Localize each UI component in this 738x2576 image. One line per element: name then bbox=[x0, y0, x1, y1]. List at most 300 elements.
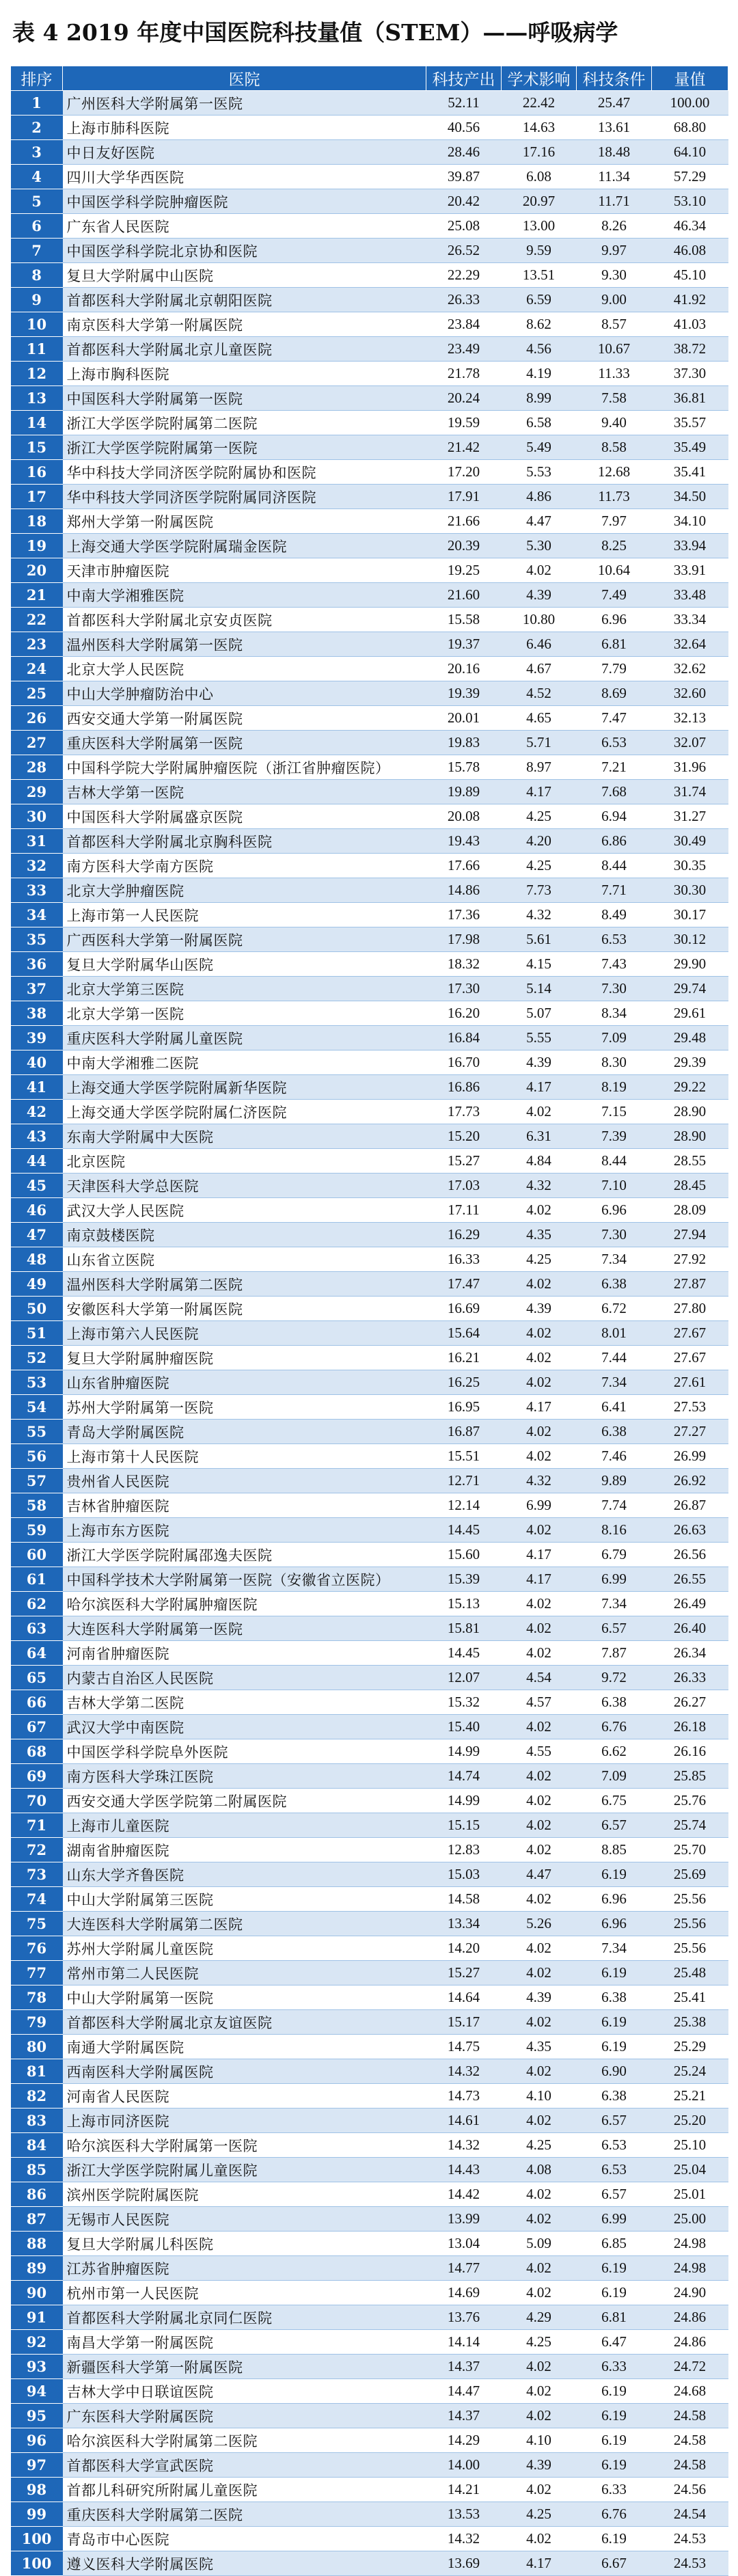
impact-cell: 4.39 bbox=[502, 1050, 577, 1075]
hospital-cell: 南方医科大学珠江医院 bbox=[63, 1764, 426, 1789]
conditions-cell: 6.38 bbox=[577, 1420, 652, 1444]
table-row bbox=[11, 1420, 728, 1444]
impact-cell: 4.65 bbox=[502, 706, 577, 731]
value-cell: 25.38 bbox=[652, 2010, 728, 2035]
impact-cell: 6.58 bbox=[502, 411, 577, 435]
hospital-cell: 广州医科大学附属第一医院 bbox=[63, 91, 426, 116]
conditions-cell: 6.76 bbox=[577, 1715, 652, 1739]
table-row bbox=[11, 1616, 728, 1641]
output-cell: 14.32 bbox=[426, 2527, 502, 2551]
value-cell: 27.92 bbox=[652, 1247, 728, 1272]
output-cell: 16.33 bbox=[426, 1247, 502, 1272]
output-cell: 12.83 bbox=[426, 1838, 502, 1862]
hospital-cell: 南昌大学第一附属医院 bbox=[63, 2330, 426, 2355]
value-cell: 33.48 bbox=[652, 583, 728, 608]
conditions-cell: 11.73 bbox=[577, 485, 652, 509]
value-cell: 35.57 bbox=[652, 411, 728, 435]
value-cell: 27.67 bbox=[652, 1346, 728, 1370]
conditions-cell: 8.49 bbox=[577, 903, 652, 927]
conditions-cell: 6.19 bbox=[577, 2404, 652, 2428]
conditions-cell: 6.38 bbox=[577, 1985, 652, 2010]
value-cell: 46.34 bbox=[652, 214, 728, 239]
value-cell: 26.55 bbox=[652, 1567, 728, 1592]
hospital-cell: 西南医科大学附属医院 bbox=[63, 2059, 426, 2084]
rank-cell: 23 bbox=[11, 632, 63, 657]
conditions-cell: 7.34 bbox=[577, 1936, 652, 1961]
output-cell: 18.32 bbox=[426, 952, 502, 977]
impact-cell: 5.53 bbox=[502, 460, 577, 485]
impact-cell: 7.73 bbox=[502, 878, 577, 903]
value-cell: 29.74 bbox=[652, 977, 728, 1001]
conditions-cell: 6.57 bbox=[577, 2182, 652, 2207]
value-cell: 30.49 bbox=[652, 829, 728, 854]
hospital-cell: 山东大学齐鲁医院 bbox=[63, 1862, 426, 1887]
output-cell: 14.32 bbox=[426, 2133, 502, 2158]
table-header-row bbox=[11, 66, 728, 91]
conditions-cell: 6.38 bbox=[577, 1690, 652, 1715]
stem-ranking-table bbox=[10, 66, 728, 2576]
impact-cell: 4.02 bbox=[502, 1272, 577, 1297]
rank-cell: 87 bbox=[11, 2207, 63, 2232]
hospital-cell: 上海交通大学医学院附属新华医院 bbox=[63, 1075, 426, 1100]
conditions-cell: 6.81 bbox=[577, 632, 652, 657]
conditions-cell: 6.96 bbox=[577, 608, 652, 632]
table-row bbox=[11, 1075, 728, 1100]
rank-cell: 88 bbox=[11, 2232, 63, 2256]
table-row bbox=[11, 337, 728, 362]
output-cell: 15.60 bbox=[426, 1543, 502, 1567]
impact-cell: 4.02 bbox=[502, 558, 577, 583]
impact-cell: 4.02 bbox=[502, 1198, 577, 1223]
output-cell: 17.03 bbox=[426, 1174, 502, 1198]
value-cell: 25.41 bbox=[652, 1985, 728, 2010]
conditions-cell: 11.34 bbox=[577, 165, 652, 189]
impact-cell: 22.42 bbox=[502, 91, 577, 116]
value-cell: 25.24 bbox=[652, 2059, 728, 2084]
value-cell: 32.60 bbox=[652, 681, 728, 706]
rank-cell: 97 bbox=[11, 2453, 63, 2478]
header-conditions: 科技条件 bbox=[577, 66, 652, 91]
impact-cell: 4.02 bbox=[502, 2010, 577, 2035]
table-row bbox=[11, 189, 728, 214]
value-cell: 34.10 bbox=[652, 509, 728, 534]
rank-cell: 74 bbox=[11, 1887, 63, 1912]
rank-cell: 16 bbox=[11, 460, 63, 485]
output-cell: 16.86 bbox=[426, 1075, 502, 1100]
impact-cell: 10.80 bbox=[502, 608, 577, 632]
conditions-cell: 6.57 bbox=[577, 1616, 652, 1641]
rank-cell: 39 bbox=[11, 1026, 63, 1050]
impact-cell: 4.02 bbox=[502, 1789, 577, 1813]
output-cell: 13.99 bbox=[426, 2207, 502, 2232]
impact-cell: 4.15 bbox=[502, 952, 577, 977]
rank-cell: 66 bbox=[11, 1690, 63, 1715]
output-cell: 14.86 bbox=[426, 878, 502, 903]
output-cell: 14.45 bbox=[426, 1518, 502, 1543]
impact-cell: 4.02 bbox=[502, 2281, 577, 2305]
rank-cell: 50 bbox=[11, 1297, 63, 1321]
conditions-cell: 6.96 bbox=[577, 1887, 652, 1912]
table-row bbox=[11, 2232, 728, 2256]
conditions-cell: 6.38 bbox=[577, 1272, 652, 1297]
rank-cell: 73 bbox=[11, 1862, 63, 1887]
conditions-cell: 7.30 bbox=[577, 977, 652, 1001]
table-row bbox=[11, 263, 728, 288]
rank-cell: 99 bbox=[11, 2502, 63, 2527]
impact-cell: 4.02 bbox=[502, 2059, 577, 2084]
table-row bbox=[11, 878, 728, 903]
table-row bbox=[11, 755, 728, 780]
impact-cell: 4.02 bbox=[502, 2256, 577, 2281]
value-cell: 38.72 bbox=[652, 337, 728, 362]
value-cell: 26.34 bbox=[652, 1641, 728, 1666]
hospital-cell: 上海市第十人民医院 bbox=[63, 1444, 426, 1469]
table-row bbox=[11, 1346, 728, 1370]
table-row bbox=[11, 1223, 728, 1247]
rank-cell: 98 bbox=[11, 2478, 63, 2502]
output-cell: 23.49 bbox=[426, 337, 502, 362]
conditions-cell: 7.49 bbox=[577, 583, 652, 608]
table-caption: 表 4 2019 年度中国医院科技量值（STEM）——呼吸病学 bbox=[12, 19, 618, 46]
table-row bbox=[11, 1050, 728, 1075]
table-row bbox=[11, 2109, 728, 2133]
rank-cell: 28 bbox=[11, 755, 63, 780]
value-cell: 29.48 bbox=[652, 1026, 728, 1050]
hospital-cell: 首都医科大学附属北京同仁医院 bbox=[63, 2305, 426, 2330]
rank-cell: 42 bbox=[11, 1100, 63, 1124]
output-cell: 16.84 bbox=[426, 1026, 502, 1050]
table-row bbox=[11, 1518, 728, 1543]
rank-cell: 51 bbox=[11, 1321, 63, 1346]
conditions-cell: 7.58 bbox=[577, 386, 652, 411]
output-cell: 14.45 bbox=[426, 1641, 502, 1666]
hospital-cell: 吉林大学第二医院 bbox=[63, 1690, 426, 1715]
output-cell: 13.34 bbox=[426, 1912, 502, 1936]
output-cell: 21.78 bbox=[426, 362, 502, 386]
table-row bbox=[11, 2502, 728, 2527]
conditions-cell: 6.19 bbox=[577, 2527, 652, 2551]
impact-cell: 4.02 bbox=[502, 1887, 577, 1912]
conditions-cell: 8.25 bbox=[577, 534, 652, 558]
output-cell: 19.59 bbox=[426, 411, 502, 435]
impact-cell: 4.39 bbox=[502, 1297, 577, 1321]
conditions-cell: 6.53 bbox=[577, 731, 652, 755]
table-row bbox=[11, 2330, 728, 2355]
impact-cell: 4.17 bbox=[502, 1395, 577, 1420]
table-row bbox=[11, 1395, 728, 1420]
output-cell: 17.66 bbox=[426, 854, 502, 878]
impact-cell: 4.52 bbox=[502, 681, 577, 706]
hospital-cell: 无锡市人民医院 bbox=[63, 2207, 426, 2232]
value-cell: 41.92 bbox=[652, 288, 728, 312]
output-cell: 15.81 bbox=[426, 1616, 502, 1641]
output-cell: 14.20 bbox=[426, 1936, 502, 1961]
value-cell: 25.76 bbox=[652, 1789, 728, 1813]
value-cell: 26.49 bbox=[652, 1592, 728, 1616]
rank-cell: 3 bbox=[11, 140, 63, 165]
value-cell: 25.85 bbox=[652, 1764, 728, 1789]
conditions-cell: 7.09 bbox=[577, 1026, 652, 1050]
impact-cell: 4.20 bbox=[502, 829, 577, 854]
conditions-cell: 6.81 bbox=[577, 2305, 652, 2330]
hospital-cell: 上海市同济医院 bbox=[63, 2109, 426, 2133]
output-cell: 20.42 bbox=[426, 189, 502, 214]
rank-cell: 43 bbox=[11, 1124, 63, 1149]
table-row bbox=[11, 731, 728, 755]
impact-cell: 4.17 bbox=[502, 1567, 577, 1592]
conditions-cell: 9.89 bbox=[577, 1469, 652, 1493]
conditions-cell: 7.44 bbox=[577, 1346, 652, 1370]
value-cell: 30.30 bbox=[652, 878, 728, 903]
impact-cell: 4.02 bbox=[502, 1444, 577, 1469]
table-row bbox=[11, 1887, 728, 1912]
impact-cell: 6.31 bbox=[502, 1124, 577, 1149]
impact-cell: 8.62 bbox=[502, 312, 577, 337]
value-cell: 24.53 bbox=[652, 2527, 728, 2551]
output-cell: 21.60 bbox=[426, 583, 502, 608]
value-cell: 36.81 bbox=[652, 386, 728, 411]
output-cell: 17.30 bbox=[426, 977, 502, 1001]
rank-cell: 29 bbox=[11, 780, 63, 804]
value-cell: 26.40 bbox=[652, 1616, 728, 1641]
impact-cell: 8.99 bbox=[502, 386, 577, 411]
hospital-cell: 四川大学华西医院 bbox=[63, 165, 426, 189]
output-cell: 12.71 bbox=[426, 1469, 502, 1493]
output-cell: 16.95 bbox=[426, 1395, 502, 1420]
value-cell: 25.04 bbox=[652, 2158, 728, 2182]
value-cell: 35.41 bbox=[652, 460, 728, 485]
impact-cell: 4.25 bbox=[502, 2330, 577, 2355]
table-row bbox=[11, 706, 728, 731]
impact-cell: 4.47 bbox=[502, 1862, 577, 1887]
output-cell: 39.87 bbox=[426, 165, 502, 189]
output-cell: 52.11 bbox=[426, 91, 502, 116]
table-row bbox=[11, 2478, 728, 2502]
hospital-cell: 吉林大学中日联谊医院 bbox=[63, 2379, 426, 2404]
table-row bbox=[11, 1174, 728, 1198]
rank-cell: 90 bbox=[11, 2281, 63, 2305]
impact-cell: 4.02 bbox=[502, 1641, 577, 1666]
value-cell: 24.98 bbox=[652, 2232, 728, 2256]
rank-cell: 30 bbox=[11, 804, 63, 829]
conditions-cell: 6.67 bbox=[577, 2551, 652, 2576]
table-row bbox=[11, 952, 728, 977]
output-cell: 15.27 bbox=[426, 1149, 502, 1174]
rank-cell: 93 bbox=[11, 2355, 63, 2379]
conditions-cell: 7.43 bbox=[577, 952, 652, 977]
table-row bbox=[11, 1001, 728, 1026]
impact-cell: 4.02 bbox=[502, 1592, 577, 1616]
output-cell: 15.51 bbox=[426, 1444, 502, 1469]
conditions-cell: 6.57 bbox=[577, 1813, 652, 1838]
output-cell: 14.43 bbox=[426, 2158, 502, 2182]
impact-cell: 5.71 bbox=[502, 731, 577, 755]
hospital-cell: 河南省人民医院 bbox=[63, 2084, 426, 2109]
value-cell: 68.80 bbox=[652, 116, 728, 140]
value-cell: 27.61 bbox=[652, 1370, 728, 1395]
conditions-cell: 7.39 bbox=[577, 1124, 652, 1149]
value-cell: 25.56 bbox=[652, 1936, 728, 1961]
hospital-cell: 南通大学附属医院 bbox=[63, 2035, 426, 2059]
output-cell: 14.69 bbox=[426, 2281, 502, 2305]
table-row bbox=[11, 362, 728, 386]
value-cell: 27.53 bbox=[652, 1395, 728, 1420]
conditions-cell: 6.19 bbox=[577, 2035, 652, 2059]
value-cell: 29.39 bbox=[652, 1050, 728, 1075]
impact-cell: 6.08 bbox=[502, 165, 577, 189]
table-row bbox=[11, 485, 728, 509]
conditions-cell: 6.41 bbox=[577, 1395, 652, 1420]
table-row bbox=[11, 312, 728, 337]
table-row bbox=[11, 1764, 728, 1789]
hospital-cell: 复旦大学附属儿科医院 bbox=[63, 2232, 426, 2256]
impact-cell: 20.97 bbox=[502, 189, 577, 214]
conditions-cell: 7.09 bbox=[577, 1764, 652, 1789]
output-cell: 14.61 bbox=[426, 2109, 502, 2133]
value-cell: 25.56 bbox=[652, 1912, 728, 1936]
output-cell: 14.99 bbox=[426, 1789, 502, 1813]
impact-cell: 4.17 bbox=[502, 2551, 577, 2576]
hospital-cell: 中国科学技术大学附属第一医院（安徽省立医院） bbox=[63, 1567, 426, 1592]
table-row bbox=[11, 1985, 728, 2010]
table-row bbox=[11, 2404, 728, 2428]
output-cell: 26.52 bbox=[426, 239, 502, 263]
conditions-cell: 12.68 bbox=[577, 460, 652, 485]
impact-cell: 4.32 bbox=[502, 1174, 577, 1198]
rank-cell: 40 bbox=[11, 1050, 63, 1075]
impact-cell: 4.67 bbox=[502, 657, 577, 681]
rank-cell: 76 bbox=[11, 1936, 63, 1961]
impact-cell: 5.09 bbox=[502, 2232, 577, 2256]
table-row bbox=[11, 1789, 728, 1813]
hospital-cell: 郑州大学第一附属医院 bbox=[63, 509, 426, 534]
output-cell: 12.07 bbox=[426, 1666, 502, 1690]
output-cell: 15.58 bbox=[426, 608, 502, 632]
value-cell: 32.07 bbox=[652, 731, 728, 755]
output-cell: 14.42 bbox=[426, 2182, 502, 2207]
hospital-cell: 复旦大学附属中山医院 bbox=[63, 263, 426, 288]
table-body bbox=[11, 91, 728, 2576]
rank-cell: 5 bbox=[11, 189, 63, 214]
table-row bbox=[11, 927, 728, 952]
conditions-cell: 7.10 bbox=[577, 1174, 652, 1198]
conditions-cell: 8.57 bbox=[577, 312, 652, 337]
hospital-cell: 苏州大学附属第一医院 bbox=[63, 1395, 426, 1420]
value-cell: 53.10 bbox=[652, 189, 728, 214]
rank-cell: 92 bbox=[11, 2330, 63, 2355]
table-row bbox=[11, 804, 728, 829]
value-cell: 24.54 bbox=[652, 2502, 728, 2527]
output-cell: 14.77 bbox=[426, 2256, 502, 2281]
conditions-cell: 7.34 bbox=[577, 1247, 652, 1272]
impact-cell: 5.61 bbox=[502, 927, 577, 952]
table-row bbox=[11, 2059, 728, 2084]
value-cell: 26.87 bbox=[652, 1493, 728, 1518]
conditions-cell: 6.57 bbox=[577, 2109, 652, 2133]
value-cell: 26.56 bbox=[652, 1543, 728, 1567]
hospital-cell: 重庆医科大学附属儿童医院 bbox=[63, 1026, 426, 1050]
hospital-cell: 湖南省肿瘤医院 bbox=[63, 1838, 426, 1862]
output-cell: 17.20 bbox=[426, 460, 502, 485]
value-cell: 27.80 bbox=[652, 1297, 728, 1321]
conditions-cell: 7.46 bbox=[577, 1444, 652, 1469]
conditions-cell: 6.19 bbox=[577, 2428, 652, 2453]
conditions-cell: 8.69 bbox=[577, 681, 652, 706]
rank-cell: 8 bbox=[11, 263, 63, 288]
table-row bbox=[11, 140, 728, 165]
value-cell: 25.20 bbox=[652, 2109, 728, 2133]
value-cell: 30.17 bbox=[652, 903, 728, 927]
impact-cell: 4.39 bbox=[502, 1985, 577, 2010]
impact-cell: 4.02 bbox=[502, 1936, 577, 1961]
impact-cell: 4.35 bbox=[502, 2035, 577, 2059]
conditions-cell: 6.38 bbox=[577, 2084, 652, 2109]
table-row bbox=[11, 91, 728, 116]
hospital-cell: 中国医学科学院北京协和医院 bbox=[63, 239, 426, 263]
table-row bbox=[11, 2453, 728, 2478]
hospital-cell: 中国医学科学院肿瘤医院 bbox=[63, 189, 426, 214]
output-cell: 15.17 bbox=[426, 2010, 502, 2035]
conditions-cell: 7.68 bbox=[577, 780, 652, 804]
conditions-cell: 7.87 bbox=[577, 1641, 652, 1666]
table-row bbox=[11, 1936, 728, 1961]
rank-cell: 4 bbox=[11, 165, 63, 189]
rank-cell: 56 bbox=[11, 1444, 63, 1469]
hospital-cell: 上海市第六人民医院 bbox=[63, 1321, 426, 1346]
table-row bbox=[11, 1100, 728, 1124]
value-cell: 32.62 bbox=[652, 657, 728, 681]
output-cell: 14.37 bbox=[426, 2404, 502, 2428]
table-row bbox=[11, 1247, 728, 1272]
impact-cell: 13.00 bbox=[502, 214, 577, 239]
value-cell: 33.94 bbox=[652, 534, 728, 558]
impact-cell: 4.17 bbox=[502, 1543, 577, 1567]
rank-cell: 49 bbox=[11, 1272, 63, 1297]
conditions-cell: 18.48 bbox=[577, 140, 652, 165]
impact-cell: 4.02 bbox=[502, 1961, 577, 1985]
value-cell: 31.96 bbox=[652, 755, 728, 780]
table-row bbox=[11, 288, 728, 312]
rank-cell: 27 bbox=[11, 731, 63, 755]
value-cell: 26.63 bbox=[652, 1518, 728, 1543]
output-cell: 14.32 bbox=[426, 2059, 502, 2084]
value-cell: 28.90 bbox=[652, 1124, 728, 1149]
rank-cell: 7 bbox=[11, 239, 63, 263]
rank-cell: 79 bbox=[11, 2010, 63, 2035]
table-row bbox=[11, 534, 728, 558]
table-row bbox=[11, 2256, 728, 2281]
output-cell: 13.76 bbox=[426, 2305, 502, 2330]
rank-cell: 53 bbox=[11, 1370, 63, 1395]
hospital-cell: 大连医科大学附属第二医院 bbox=[63, 1912, 426, 1936]
conditions-cell: 7.21 bbox=[577, 755, 652, 780]
table-row bbox=[11, 558, 728, 583]
conditions-cell: 6.99 bbox=[577, 1567, 652, 1592]
value-cell: 32.13 bbox=[652, 706, 728, 731]
value-cell: 25.48 bbox=[652, 1961, 728, 1985]
output-cell: 20.24 bbox=[426, 386, 502, 411]
output-cell: 19.83 bbox=[426, 731, 502, 755]
rank-cell: 62 bbox=[11, 1592, 63, 1616]
impact-cell: 4.47 bbox=[502, 509, 577, 534]
hospital-cell: 首都医科大学附属北京儿童医院 bbox=[63, 337, 426, 362]
rank-cell: 96 bbox=[11, 2428, 63, 2453]
conditions-cell: 6.79 bbox=[577, 1543, 652, 1567]
value-cell: 64.10 bbox=[652, 140, 728, 165]
rank-cell: 10 bbox=[11, 312, 63, 337]
rank-cell: 58 bbox=[11, 1493, 63, 1518]
rank-cell: 89 bbox=[11, 2256, 63, 2281]
